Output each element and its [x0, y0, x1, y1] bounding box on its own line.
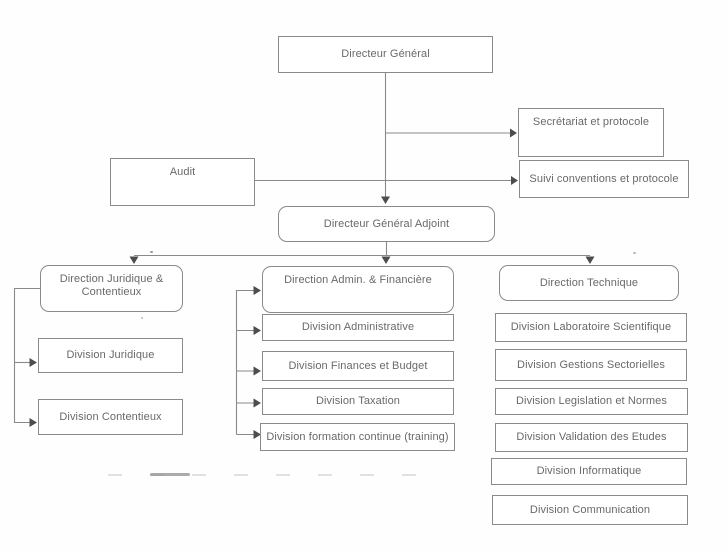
arrowhead-to-div-contentieux	[30, 418, 38, 427]
arrowhead-to-dir-admin-side	[254, 286, 262, 295]
org-box-direction-technique: Direction Technique	[499, 265, 679, 301]
org-box-division-laboratoire-scientifique: Division Laboratoire Scientifique	[495, 313, 687, 342]
org-box-division-administrative: Division Administrative	[262, 314, 454, 341]
org-box-division-validation-etudes: Division Validation des Etudes	[495, 423, 688, 452]
org-box-division-contentieux: Division Contentieux	[38, 399, 183, 435]
scan-speck	[141, 317, 143, 319]
org-box-direction-admin-financiere: Direction Admin. & Financière	[262, 266, 454, 313]
org-box-division-legislation-normes: Division Legislation et Normes	[495, 388, 688, 415]
connector-left-bracket	[15, 289, 41, 423]
arrowhead-to-dga	[381, 197, 390, 205]
org-box-division-taxation: Division Taxation	[262, 388, 454, 415]
org-box-audit: Audit	[110, 158, 255, 206]
arrowhead-to-secretariat	[510, 129, 517, 138]
arrowhead-to-suivi	[511, 176, 518, 185]
org-box-division-formation-continue: Division formation continue (training)	[260, 423, 455, 451]
arrowhead-to-div-finances	[254, 367, 262, 376]
arrowhead-to-div-administrative	[254, 326, 262, 335]
org-box-division-finances-budget: Division Finances et Budget	[262, 351, 454, 381]
org-box-secretariat-protocole: Secrétariat et protocole	[518, 108, 664, 157]
org-box-division-communication: Division Communication	[492, 495, 688, 525]
direction-juridique-line1: Direction Juridique &	[59, 273, 164, 285]
scan-speck	[150, 251, 153, 253]
arrowhead-to-dir-admin-top	[382, 257, 391, 265]
connector-mid-bracket	[237, 291, 255, 435]
org-box-directeur-general-adjoint: Directeur Général Adjoint	[278, 206, 495, 242]
scan-smudge	[108, 474, 440, 476]
org-box-directeur-general: Directeur Général	[278, 36, 493, 73]
org-box-division-informatique: Division Informatique	[491, 458, 687, 485]
direction-juridique-line2: Contentieux	[81, 286, 142, 298]
org-box-direction-juridique	[40, 265, 183, 312]
org-box-division-juridique: Division Juridique	[38, 338, 183, 373]
arrowhead-to-dir-technique	[586, 257, 595, 265]
scan-speck	[633, 252, 636, 254]
org-box-suivi-conventions: Suivi conventions et protocole	[519, 160, 689, 198]
arrowhead-to-div-juridique	[30, 358, 38, 367]
scan-smudge	[150, 473, 190, 476]
arrowhead-to-dir-juridique	[130, 257, 139, 265]
arrowhead-to-div-taxation	[254, 399, 262, 408]
org-box-division-gestions-sectorielles: Division Gestions Sectorielles	[495, 349, 687, 381]
